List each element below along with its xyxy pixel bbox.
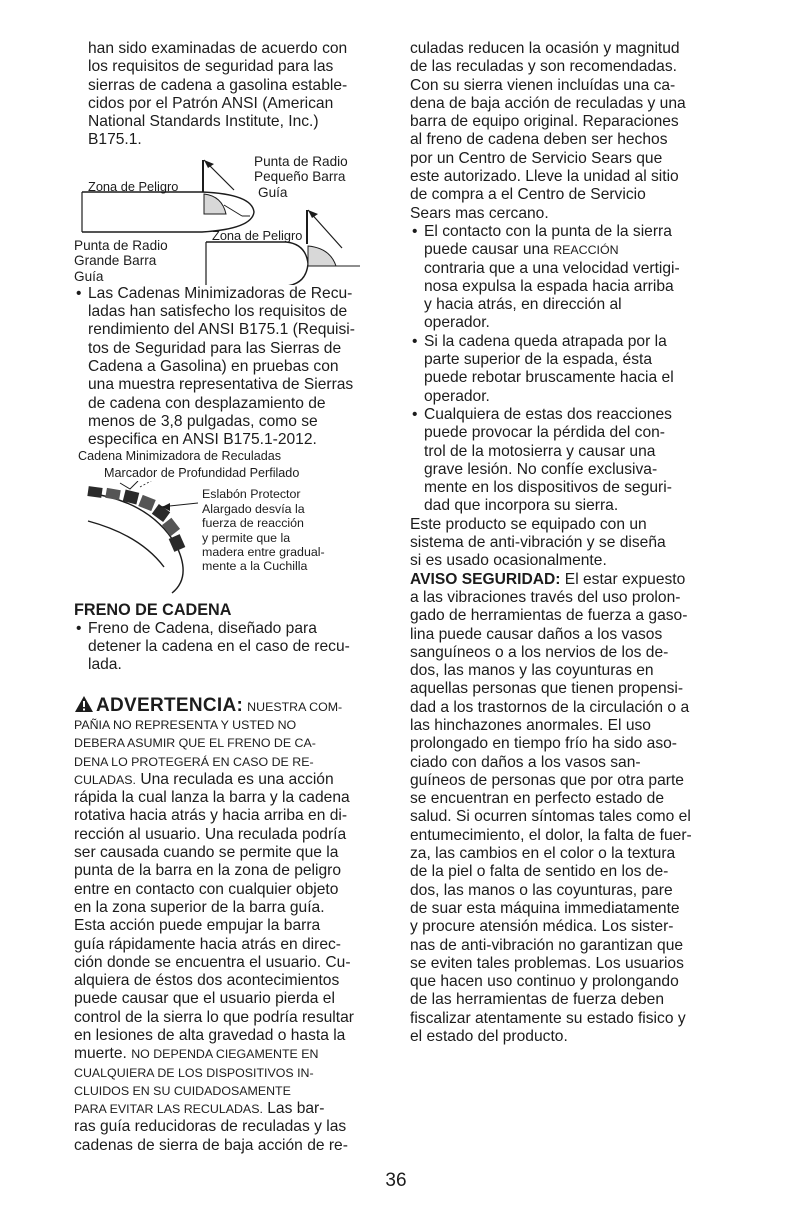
aviso-line: las hinchazones anormales. El uso: [410, 716, 651, 734]
advertencia-line: PARA EVITAR LAS RECULADAS. Las bar-: [74, 1100, 325, 1118]
danger-zone-label: Zona de Peligro: [212, 227, 303, 243]
aviso-line: guíneos de personas que por otra parte: [410, 771, 684, 789]
aviso-line: el estado del producto.: [410, 1028, 568, 1046]
aviso-line: gado de herramientas de fuerza a gaso-: [410, 607, 688, 625]
aviso-line: salud. Si ocurren síntomas tales como el: [410, 808, 691, 826]
chain-diagram-title: Cadena Minimizadora de Reculadas: [78, 449, 282, 464]
left-column: [74, 40, 394, 1155]
aviso-line: dos, las manos o las coyunturas, pare: [410, 881, 673, 899]
large-tip-bar: [206, 242, 308, 285]
advertencia-line: CLUIDOS EN SU CUIDADOSAMENTE: [74, 1083, 291, 1098]
advertencia-line: PAÑIA NO REPRESENTA Y USTED NO: [74, 717, 297, 732]
aviso-line: fiscalizar atentamente su estado fisico y: [410, 1009, 686, 1027]
aviso-line: a las vibraciones través del uso prolon-: [410, 588, 681, 606]
aviso-line: lina puede causar daños a los vasos: [410, 625, 663, 643]
advertencia-paragraph: ADVERTENCIA: NUESTRA COM- PAÑIA NO REPRESENTA Y USTED NO DEBERA ASUMIR QUE EL FRENO DE CA- DENA LO PROTEGERÁ EN CASO DE RE- CULADAS. Una reculada es una acción rápida la cual lanza la barra y la cadena rotativa hacia atrás y hacia arriba en di- rección al usuario. Una reculada podría ser causada cuando se permite que la punta de la barra en la zona de peligro entre en contacto con cualquier objeto en la zona superior de la barra guía. Esta acción puede empujar la barra guía rápidamente hacia atrás en direc- ción donde se encuentra el usuario. Cu- alquiera de éstos dos acontecimientos puede causar que el usuario pierda el control de la sierra lo que podría resultar en lesiones de alta gravedad o hasta la muerte. NO DEPENDA CIEGAMENTE EN CUALQUIERA DE LOS DISPOSITIVOS IN- CLUIDOS EN SU CUIDADOSAMENTE PARA EVITAR LAS RECULADAS. Las bar- ras guía reducidoras de reculadas y las cadenas de sierra de baja acción de re-: [74, 693, 394, 1155]
atrapada-bullet: • Si la cadena queda atrapada por la parte superior de la espada, ésta puede rebotar bruscamente hacia el operador.: [410, 333, 730, 406]
large-tip-label: Punta de Radio Grande Barra Guía: [74, 237, 168, 284]
reaccion-bullet: • El contacto con la punta de la sierra puede causar una REACCIÓN contraria que a una velocidad vertigi- nosa expulsa la espada hacia arriba y hacia atrás, en dirección al operador.: [410, 223, 730, 333]
small-danger-zone: [204, 194, 226, 214]
advertencia-line: DEBERA ASUMIR QUE EL FRENO DE CA-: [74, 736, 316, 751]
aviso-seguridad-paragraph: AVISO SEGURIDAD: El estar expuesto a las vibraciones través del uso prolon- gado de herramientas de fuerza a gaso- lina puede causar daños a los vasos sanguíneos o a los nervios de los de- dos, las manos y las coyunturas en aquellas personas que tienen propensi- dad a los trastornos de la circulación o a las hinchazones anormales. El uso prolongado en tiempo frío ha sido aso- ciado con daños a los vasos san- guíneos de personas que por otra parte se encuentran en perfecto estado de salud. Si ocurren síntomas tales como el entumecimiento, el dolor, la falta de fuer- za, las cambios en el color o la textura de la piel o falta de sentido en los de- dos, las manos o las coyunturas, pare de suar esta máquina immediatamente y procure atensión médica. Los sister- nas de anti-vibración no garantizan que se eviten tales problemas. Los usuarios que hacen uso continuo y prolongando de las herramientas de fuerza deben fiscalizar atentamente su estado fisico y el estado del producto.: [410, 571, 730, 1047]
text-line: sierras de cadena a gasolina estable-: [88, 76, 348, 94]
low-kickback-chain-diagram: [74, 449, 394, 599]
aviso-line: que hacen uso continuo y prolongando: [410, 973, 679, 991]
aviso-line: de la piel o falta de sentido en los de-: [410, 863, 669, 881]
aviso-line: prolongado en tiempo frío ha sido aso-: [410, 735, 677, 753]
reacciones-bullet: • Cualquiera de estas dos reacciones puede provocar la pérdida del con- trol de la motosierra y causar una grave lesión. No confíe exclusiva- mente en los dispositivos de seguri- dad que incorpora su sierra.: [410, 406, 730, 516]
cadenas-minimizadoras-bullet: • Las Cadenas Minimizadoras de Recu- ladas han satisfecho los requisitos de rendimiento del ANSI B175.1 (Requisi- tos de Seguridad para las Sierras de Cadena a Gasolina) en pruebas con una muestra representativa de Sierras de cadena con desplazamiento de menos de 3,8 pulgadas, como se especifica en ANSI B175.1-2012.: [74, 285, 394, 450]
guide-bar-tip-diagram: [74, 150, 394, 285]
aviso-line: za, las cambios en el color o la textura: [410, 845, 676, 863]
advertencia-line: punta de la barra en la zona de peligro: [74, 862, 342, 880]
advertencia-line: en lesiones de alta gravedad o hasta la: [74, 1026, 346, 1044]
danger-zone-marker: [306, 210, 308, 244]
warning-icon: [74, 695, 94, 713]
aviso-line: se encuentran en perfecto estado de: [410, 790, 665, 808]
text-line: cidos por el Patrón ANSI (American: [88, 94, 334, 112]
advertencia-line: Esta acción puede empujar la barra: [74, 917, 321, 935]
advertencia-line: muerte. NO DEPENDA CIEGAMENTE EN: [74, 1045, 319, 1063]
advertencia-title: ADVERTENCIA:: [96, 694, 244, 716]
freno-heading: FRENO DE CADENA: [74, 601, 232, 620]
text-line: B175.1.: [88, 131, 142, 149]
aviso-line: sanguíneos o a los nervios de los de-: [410, 643, 669, 661]
protector-link-label: Eslabón Protector Alargado desvía la fuerza de reacción y permite que la madera entre gradual- mente a la Cuchilla: [202, 487, 325, 574]
advertencia-line: DENA LO PROTEGERÁ EN CASO DE RE-: [74, 754, 314, 769]
freno-bullet: • Freno de Cadena, diseñado para detener la cadena en el caso de recu- lada.: [74, 620, 394, 675]
aviso-line: de las herramientas de fuerza deben: [410, 991, 664, 1009]
advertencia-line: puede causar que el usuario pierda el: [74, 990, 335, 1008]
advertencia-line: rección al usuario. Una reculada podría: [74, 825, 347, 843]
aviso-line: nas de anti-vibración no garantizan que: [410, 936, 684, 954]
arrow-icon: [308, 210, 318, 218]
text-line: National Standards Institute, Inc.): [88, 113, 319, 131]
advertencia-line: rotativa hacia atrás y hacia arriba en di-: [74, 807, 348, 825]
danger-zone-marker: [202, 160, 204, 192]
vibration-paragraph: Este producto se equipado con un sistema de anti-vibración y se diseña si es usado ocasionalmente.: [410, 515, 666, 570]
advertencia-line: CULADAS. Una reculada es una acción: [74, 770, 334, 788]
small-tip-label: Punta de Radio Pequeño Barra Guía: [254, 153, 348, 200]
aviso-line: entumecimiento, el dolor, la falta de fuer-: [410, 826, 692, 844]
small-tip-bar: [82, 192, 254, 232]
advertencia-line: CUALQUIERA DE LOS DISPOSITIVOS IN-: [74, 1065, 314, 1080]
advertencia-line: cadenas de sierra de baja acción de re-: [74, 1136, 348, 1154]
text-line: los requisitos de seguridad para las: [88, 58, 334, 76]
arrow-icon: [204, 160, 214, 168]
aviso-line: dos, las manos y las coyunturas en: [410, 662, 654, 680]
intro-paragraph: [74, 40, 394, 150]
advertencia-line: rápida la cual lanza la barra y la cadena: [74, 789, 350, 807]
text-line: han sido examinadas de acuerdo con: [88, 40, 348, 57]
advertencia-line: entre en contacto con cualquier objeto: [74, 880, 339, 898]
chain-diagram-subtitle: Marcador de Profundidad Perfilado: [104, 466, 300, 481]
chain-illustration: [80, 481, 210, 601]
reculadas-paragraph: culadas reducen la ocasión y magnitud de las reculadas y son recomendadas. Con su sierra vienen incluídas una ca- dena de baja acción de reculadas y una barra de equipo original. Reparaciones al freno de cadena deben ser hechos por un Centro de Servicio Sears que este autorizado. Lleve la unidad al sitio de compra a el Centro de Servicio Sears mas cercano.: [410, 40, 686, 222]
advertencia-line: control de la sierra lo que podría resultar: [74, 1008, 354, 1026]
aviso-line: y procure atensión médica. Los sister-: [410, 918, 674, 936]
advertencia-line: alquiera de éstos dos acontecimientos: [74, 972, 340, 990]
right-column: [410, 40, 730, 1046]
aviso-line: de suar esta máquina immediatamente: [410, 899, 680, 917]
aviso-line: aquellas personas que tienen propensi-: [410, 680, 684, 698]
advertencia-line: ción donde se encuentra el usuario. Cu-: [74, 953, 351, 971]
advertencia-line: en la zona superior de la barra guía.: [74, 898, 325, 916]
advertencia-line: guía rápidamente hacia atrás en direc-: [74, 935, 341, 953]
advertencia-line: ser causada cuando se permite que la: [74, 844, 339, 862]
aviso-line: dad a los trastornos de la circulación o a: [410, 698, 690, 716]
aviso-line: se eviten tales problemas. Los usuarios: [410, 954, 684, 972]
danger-zone-label: Zona de Peligro: [88, 178, 179, 194]
aviso-label: AVISO SEGURIDAD:: [410, 570, 561, 588]
aviso-line: ciado con daños a los vasos san-: [410, 753, 641, 771]
large-danger-zone: [308, 246, 336, 266]
page-number: 36: [385, 1170, 407, 1191]
advertencia-line: ras guía reducidoras de reculadas y las: [74, 1118, 347, 1136]
